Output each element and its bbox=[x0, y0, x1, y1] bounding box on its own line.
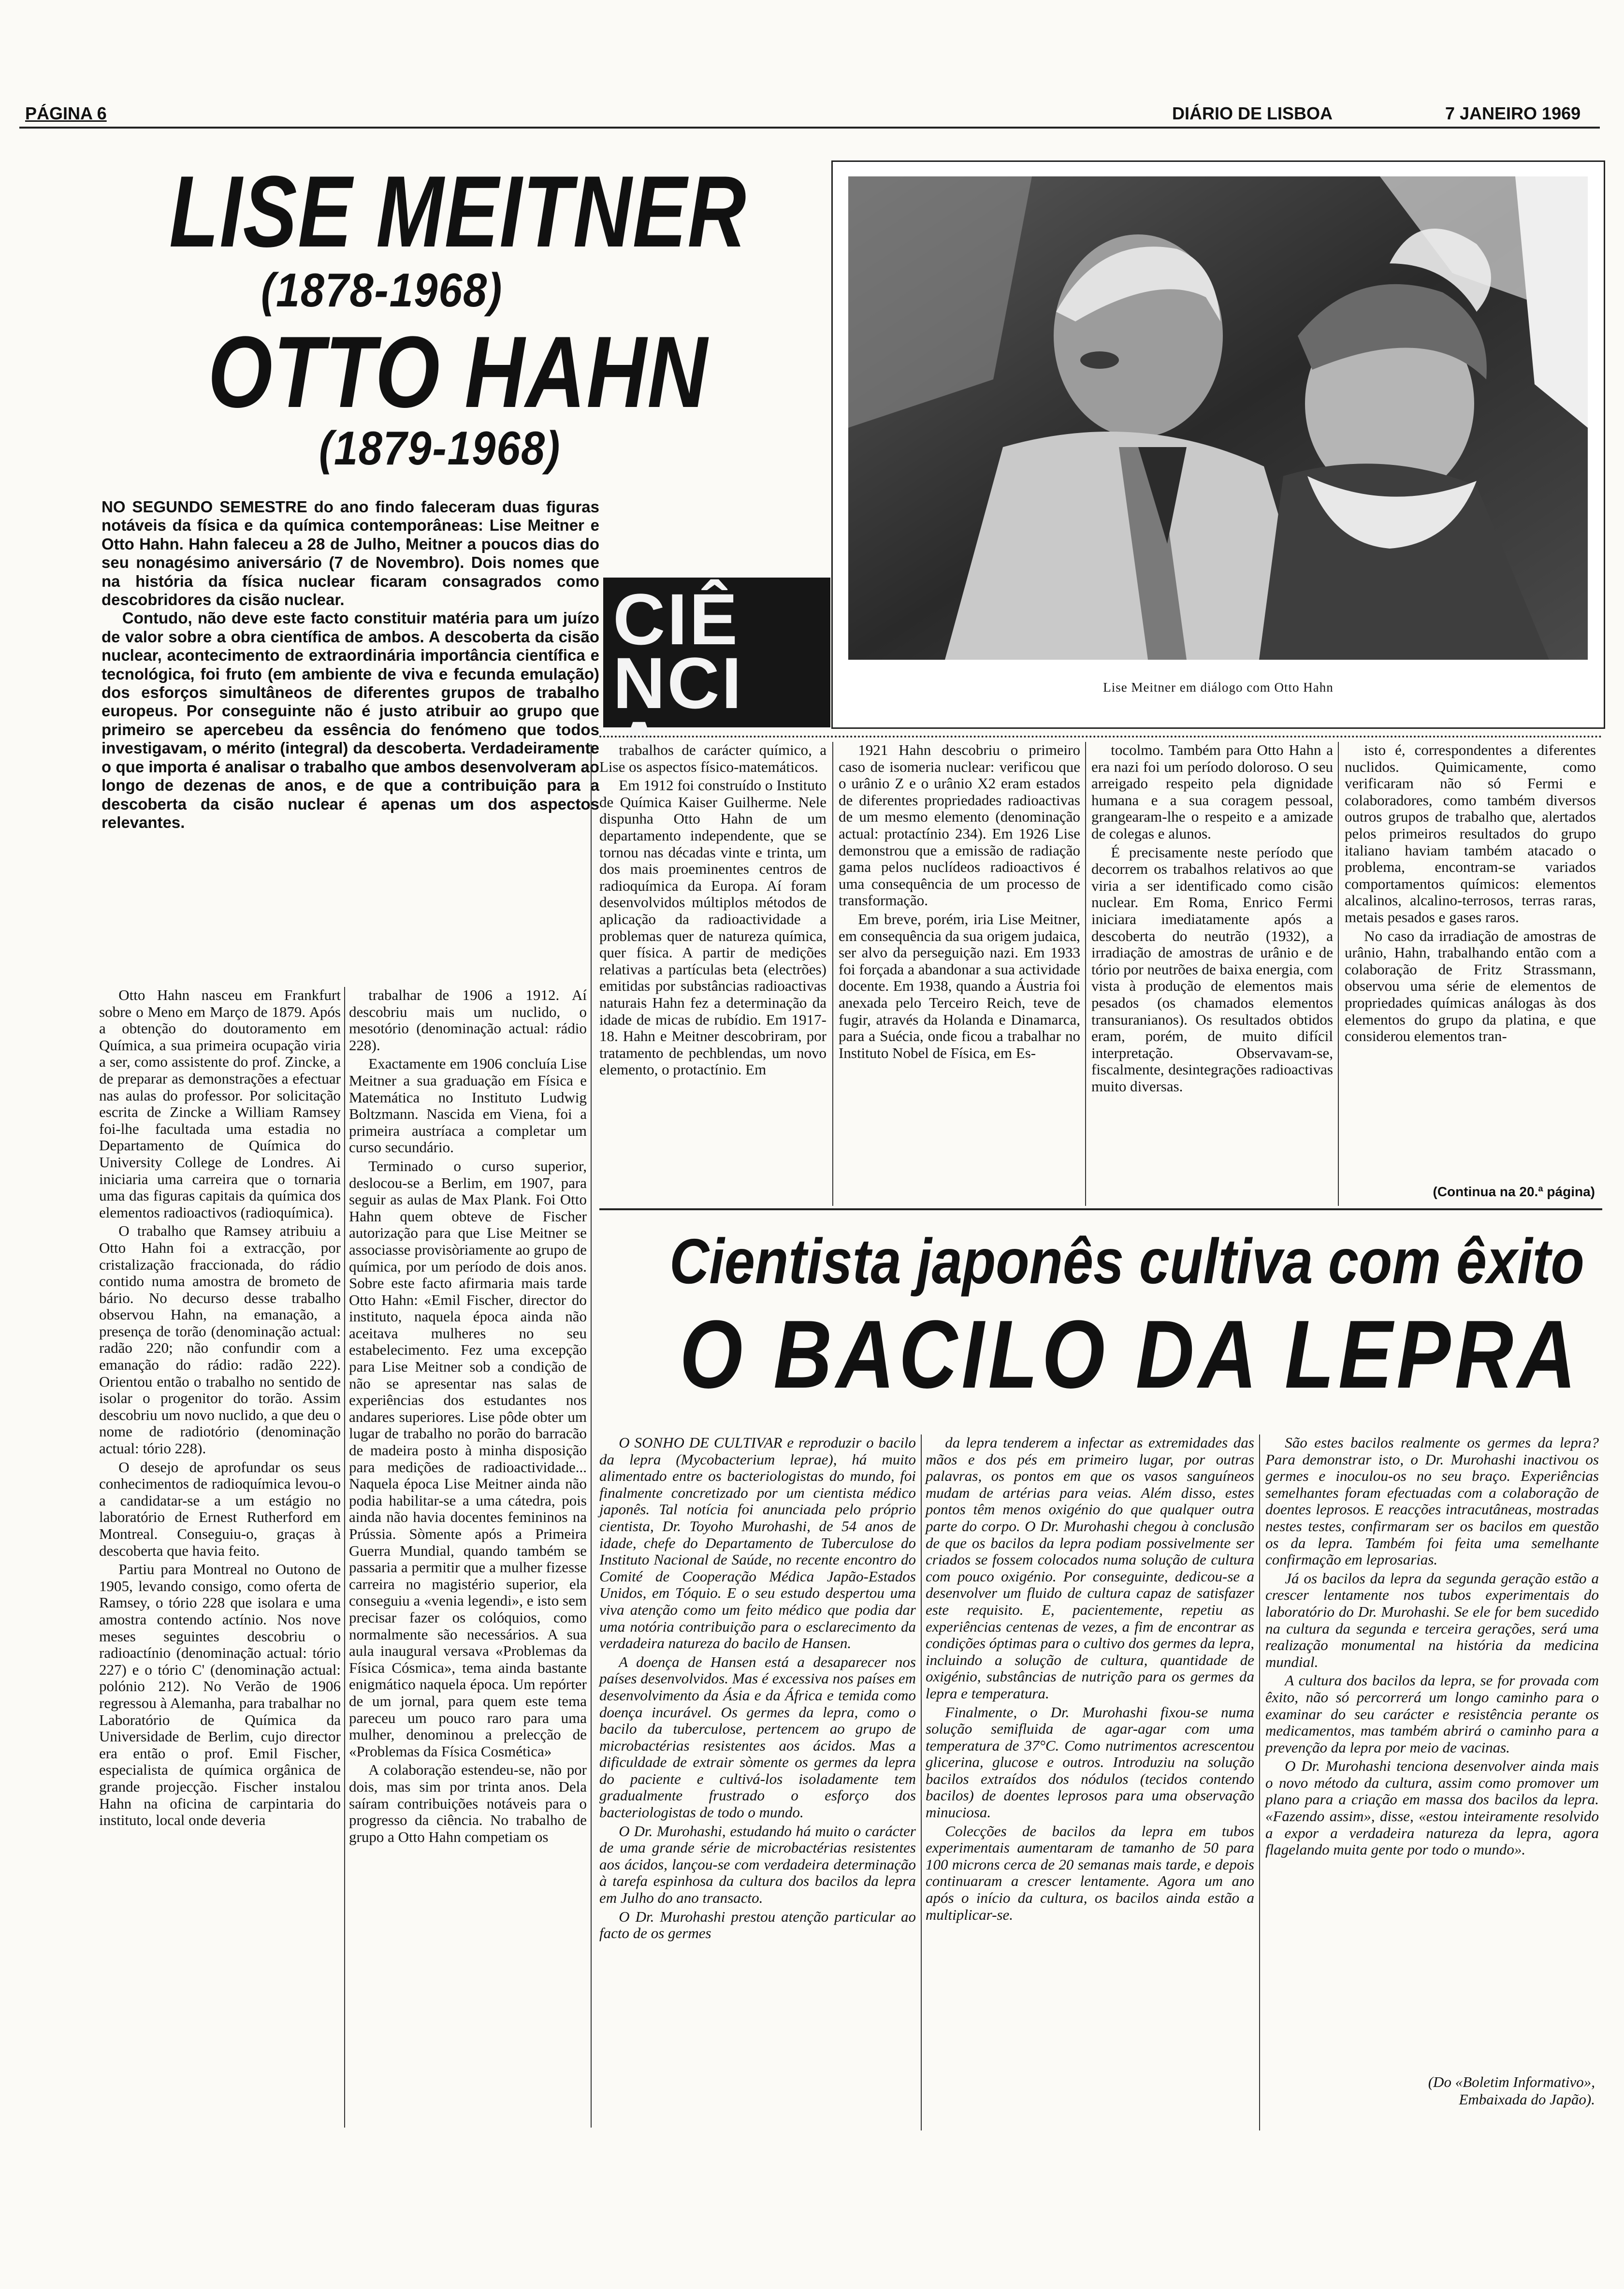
paragraph: trabalhos de carácter químico, a Lise os aspectos físico-matemáticos. bbox=[599, 741, 826, 775]
paragraph: A colaboração estendeu-se, não por dois, mas sim por trinta anos. Dela saíram contribuições notáveis para o progresso da ciência. No trabalho de grupo a Otto Hahn competiam os bbox=[349, 1761, 587, 1845]
article-meitner-hahn-column-4 bbox=[839, 742, 1080, 1206]
column-rule bbox=[344, 987, 345, 2128]
paragraph: Colecções de bacilos da lepra em tubos experimentais aumentaram de tamanho de 50 para 100 microns cerca de 20 semanas mais tarde, e depois continuaram a crescer lentamente. Agora um ano após o início da cultura, os bacilos ainda estão a multiplicar-se. bbox=[926, 1822, 1254, 1923]
paragraph: Terminado o curso superior, deslocou-se a Berlim, em 1907, para seguir as aulas de Max Plank. Foi Otto Hahn quem obteve de Fischer autorização para que Lise Meitner se associasse provisòriamente ao grupo de química, por um período de dois anos. Sobre este facto afirmaria mais tarde Otto Hahn: «Emil Fischer, director do instituto, naquela época ainda não aceitava mulheres no seu estabelecimento. Fez uma excepção para Lise Meitner sob a condição de não se apresentar nas salas de experiências dos estudantes nos andares superiores. Lise pôde obter um lugar de trabalho no porão do barracão de madeira posto à minha disposição para medições de radioactividade... Naquela época Lise Meitner ainda não podia habilitar-se a uma cátedra, pois ainda não havia docentes femininos na Prússia. Sòmente após a Primeira Guerra Mundial, quando também se passaria a permitir que a mulher fizesse carreira no magistério superior, ela conseguiu a «venia legendi», e isto sem precisar fazer os colóquios, como normalmente são necessários. A sua aula inaugural versava «Problemas da Física Cósmica», tema ainda bastante enigmático naquela época. Um repórter de um jornal, para quem este tema pareceu um pouco raro para uma mulher, denominou a prelecção de «Problemas da Física Cosmética» bbox=[349, 1157, 587, 1760]
article-meitner-hahn-column-1 bbox=[99, 987, 341, 2128]
newspaper-name: DIÁRIO DE LISBOA bbox=[1172, 103, 1333, 123]
paragraph: Em breve, porém, iria Lise Meitner, em consequência da sua origem judaica, ser alvo da perseguição nazi. Em 1933 foi forçada a abandonar a sua actividade docente. Em 1938, quando a Áustria foi anexada pelo Terceiro Reich, teve de fugir, através da Holanda e Dinamarca, para a Suécia, onde ficou a trabalhar no Instituto Nobel de Física, em Es- bbox=[839, 910, 1080, 1061]
photo-frame bbox=[831, 160, 1605, 729]
paragraph: isto é, correspondentes a diferentes nuclidos. Quimicamente, como verificaram não só Fermi e colaboradores, como também diversos outros grupos de trabalho que, alertados pelos primeiros resultados do grupo italiano haviam também atacado o problema, encontram-se variados comportamentos químicos: elementos alcalinos, alcalino-terrosos, terras raras, metais pesados e gases raros. bbox=[1345, 741, 1596, 926]
photo-caption: Lise Meitner em diálogo com Otto Hahn bbox=[1103, 680, 1334, 695]
headline-cientista-japones: Cientista japonês cultiva com êxito bbox=[669, 1226, 1584, 1297]
paragraph: Em 1912 foi construído o Instituto de Química Kaiser Guilherme. Nele dispunha Otto Hahn de um departamento independente, que se tornou nas décadas vinte e trinta, um dos mais proeminentes centros de radioquímica da Europa. Aí foram desenvolvidos múltiplos métodos de aplicação da radioactividade a problemas quer de natureza química, quer física. A partir de medições relativas a partículas beta (electrões) emitidas por substâncias radioactivas naturais Hahn fez a determinação da idade de micas de rubídio. Em 1917-18. Hahn e Meitner descobriram, por tratamento de pechblendas, um novo elemento, o protactínio. Em bbox=[599, 777, 826, 1078]
masthead-rule bbox=[19, 127, 1600, 129]
paragraph: A cultura dos bacilos da lepra, se for provada com êxito, não só percorrerá um longo caminho para o examinar do seu carácter e resistência perante os medicamentos, mas também abrirá o caminho para a prevenção da lepra por meio de vacinas. bbox=[1265, 1672, 1599, 1756]
paragraph: O Dr. Murohashi tenciona desenvolver ainda mais o novo método da cultura, assim como promover um plano para a criação em massa dos bacilos da lepra. «Fazendo assim», disse, «estou inteiramente resolvido a expor a verdadeira natureza da lepra, agora flagelando muita gente por todo o mundo». bbox=[1265, 1757, 1599, 1858]
paragraph: 1921 Hahn descobriu o primeiro caso de isomeria nuclear: verificou que o urânio Z e o urânio X2 eram estados de diferentes propriedades radioactivas de um mesmo elemento (denominação actual: protactínio 234). Em 1926 Lise demonstrou que a emissão de radiação gama pelos nuclídeos radioactivos é uma consequência de um processo de transformação. bbox=[839, 741, 1080, 909]
paragraph: Otto Hahn nasceu em Frankfurt sobre o Meno em Março de 1879. Após a obtenção do doutoramento em Química, a sua primeira ocupação viria a ser, como assistente do prof. Zincke, a de preparar as demonstrações a efectuar nas aulas do professor. Por solicitação escrita de Zincke a William Ramsey foi-lhe facultada uma estadia no Departamento de Química do University College de Londres. Ai iniciaria uma carreira que o tornaria uma das figuras capitais da química dos elementos radioactivos (radioquímica). bbox=[99, 986, 341, 1221]
source-credit: (Do «Boletim Informativo», Embaixada do Japão). bbox=[1428, 2073, 1595, 2108]
paragraph: O trabalho que Ramsey atribuiu a Otto Hahn foi a extracção, por cristalização fraccionada, do rádio contido numa amostra de brometo de bário. No decurso desse trabalho observou Hahn, na emanação, a presença de torão (denominação actual: radão 220; não confundir com a emanação do rádio: radão 222). Orientou então o trabalho no sentido de isolar o progenitor do torão. Assim descobriu um novo nuclido, a que deu o nome de radiotório (denominação actual: tório 228). bbox=[99, 1222, 341, 1457]
article-lepra-column-1 bbox=[599, 1434, 916, 2130]
page-number: PÁGINA 6 bbox=[25, 103, 107, 123]
paragraph: A doença de Hansen está a desaparecer nos países desenvolvidos. Mas é excessiva nos países em desenvolvimento da Ásia e da África e temida como doença incurável. Os germes da lepra, como o bacilo da tuberculose, pertencem ao grupo de microbactérias resistentes aos ácidos. Mas a dificuldade de extrair sòmente os germes da lepra do paciente e cultivá-los isoladamente tem gradualmente frustrado o esforço dos bacteriologistas de todo o mundo. bbox=[599, 1653, 916, 1821]
paragraph: O SONHO DE CULTIVAR e reproduzir o bacilo da lepra (Mycobacterium leprae), há muito alimentado entre os bacteriologistas do mundo, foi finalmente concretizado por um cientista médico japonês. Tal notícia foi anunciada pelo próprio cientista, Dr. Toyoho Murohashi, de 54 anos de idade, chefe do Departamento de Tuberculose do Instituto Nacional de Saúde, no recente encontro do Comité de Cooperação Médica Japão-Estados Unidos, em Tóquio. E o seu estudo despertou uma viva atenção como um feito médico que podia dar uma notória contribuição para o esclarecimento da verdadeira natureza do bacilo de Hansen. bbox=[599, 1434, 916, 1652]
column-rule bbox=[832, 742, 833, 1206]
column-rule bbox=[1259, 1434, 1260, 2130]
lead-paragraph-2: Contudo, não deve este facto constituir matéria para um juízo de valor sobre a obra científica de ambos. A descoberta da cisão nuclear, acontecimento de extraordinária importância científica e tecnológica, foi fruto (em ambiente de viva e fecunda emulação) dos esforços simultâneos de diferentes grupos de trabalho europeus. Por conseguinte não é justo atribuir ao grupo que primeiro se apercebeu da essência do fenómeno que todos investigavam, o mérito (integral) da descoberta. Verdadeiramente o que importa é analisar o trabalho que ambos desenvolveram ao longo de dezenas de anos, e de que a contribuição para a descoberta da cisão nuclear é apenas um dos aspectos relevantes. bbox=[102, 609, 599, 831]
continuation-note: (Continua na 20.ª página) bbox=[1433, 1184, 1595, 1199]
rule-under-photo bbox=[599, 736, 1602, 738]
article-meitner-hahn-column-6 bbox=[1345, 742, 1596, 1179]
paragraph: São estes bacilos realmente os germes da lepra? Para demonstrar isto, o Dr. Murohashi inactivou os germes e inoculou-os no seu braço. Experiências semelhantes foram efectuadas com a colaboração de doentes leprosos. E reacções intracutâneas, mostradas nestes testes, confirmaram ser os bacilos em questão os da lepra. Também foi feita uma semelhante confirmação em leprosarias. bbox=[1265, 1434, 1599, 1568]
article-meitner-hahn-column-5 bbox=[1091, 742, 1333, 1206]
headline-bacilo-da-lepra: O BACILO DA LEPRA bbox=[680, 1301, 1580, 1408]
paragraph: O Dr. Murohashi prestou atenção particular ao facto de os germes bbox=[599, 1908, 916, 1942]
article-lepra-column-3 bbox=[1265, 1434, 1599, 2058]
issue-date: 7 JANEIRO 1969 bbox=[1445, 103, 1581, 123]
section-badge-label: CIÊNCIA bbox=[613, 579, 744, 787]
article-separator bbox=[599, 1208, 1602, 1210]
column-rule bbox=[1338, 742, 1339, 1206]
column-rule bbox=[1085, 742, 1086, 1206]
article-lepra-column-2 bbox=[926, 1434, 1254, 2130]
paragraph: Exactamente em 1906 concluía Lise Meitner a sua graduação em Física e Matemática no Instituto Ludwig Boltzmann. Nascida em Viena, foi a primeira austríaca a completar um curso secundário. bbox=[349, 1055, 587, 1156]
title-otto-hahn: OTTO HAHN bbox=[208, 315, 709, 429]
paragraph: No caso da irradiação de amostras de urânio, Hahn, trabalhando então com a colaboração de Fritz Strassmann, observou uma série de elementos de propriedades químicas análogas às dos elementos do grupo da platina, e que considerou elementos tran- bbox=[1345, 927, 1596, 1045]
column-rule bbox=[591, 744, 592, 2128]
paragraph: O desejo de aprofundar os seus conhecimentos de radioquímica levou-o a candidatar-se a um estágio no laboratório de Ernest Rutherford em Montreal. Conseguiu-o, graças à descoberta que havia feito. bbox=[99, 1458, 341, 1559]
lead-paragraph bbox=[102, 498, 599, 962]
article-meitner-hahn-column-2 bbox=[349, 987, 587, 2128]
title-lise-meitner: LISE MEITNER bbox=[169, 155, 747, 268]
paragraph: É precisamente neste período que decorrem os trabalhos relativos ao que viria a ser identificado como cisão nuclear. Em Roma, Enrico Fermi iniciara imediatamente após a descoberta do neutrão (1932), a irradiação de amostras de urânio e de tório por neutrões de baixa energia, com vista à produção de elementos mais pesados (os chamados elementos transuranianos). Os resultados obtidos eram, porém, de muito difícil interpretação. Observavam-se, fiscalmente, desintegrações radioactivas muito diversas. bbox=[1091, 843, 1333, 1095]
dates-lise-meitner: (1878-1968) bbox=[261, 263, 503, 317]
article-meitner-hahn-column-3 bbox=[599, 742, 826, 1206]
dates-otto-hahn: (1879-1968) bbox=[319, 421, 561, 475]
paragraph: trabalhar de 1906 a 1912. Aí descobriu mais um nuclido, o mesotório (denominação actual: rádio 228). bbox=[349, 986, 587, 1054]
paragraph: tocolmo. Também para Otto Hahn a era nazi foi um período doloroso. O seu arreigado respeito pela dignidade humana e a sua coragem pessoal, grangearam-lhe o respeito e a amizade de colegas e alunos. bbox=[1091, 741, 1333, 842]
lead-paragraph-1: NO SEGUNDO SEMESTRE do ano findo faleceram duas figuras notáveis da física e da química contemporâneas: Lise Meitner e Otto Hahn. Hahn faleceu a 28 de Julho, Meitner a poucos dias do seu nonagésimo aniversário (7 de Novembro). Dois nomes que na história da física nuclear ficaram consagrados como descobridores da cisão nuclear. bbox=[102, 498, 599, 609]
photo-meitner-hahn bbox=[848, 176, 1588, 660]
paragraph: O Dr. Murohashi, estudando há muito o carácter de uma grande série de microbactérias resistentes aos ácidos, lançou-se com verdadeira determinação à tarefa espinhosa da cultura dos bacilos da lepra em Julho do ano transacto. bbox=[599, 1822, 916, 1907]
paragraph: Partiu para Montreal no Outono de 1905, levando consigo, como oferta de Ramsey, o tório 228 que isolara e uma amostra contendo actínio. Nos nove meses seguintes descobriu o radioactínio (denominação actual: tório 227) e o tório C' (denominação actual: polónio 212). No Verão de 1906 regressou à Alemanha, para trabalhar no Laboratório de Química da Universidade de Berlim, cujo director era então o prof. Emil Fischer, especialista de química orgânica de grande projecção. Fischer instalou Hahn na oficina de carpintaria do instituto, local onde deveria bbox=[99, 1561, 341, 1829]
paragraph: da lepra tenderem a infectar as extremidades das mãos e dos pés em primeiro lugar, por outras palavras, os pontos em que os vasos sanguíneos mudam de artérias para veias. Além disso, estes pontos têm menos oxigénio do que qualquer outra parte do corpo. O Dr. Murohashi chegou à conclusão de que os bacilos da lepra podiam possivelmente ser criados se fossem colocados numa solução de cultura com pouco oxigénio. Por conseguinte, dedicou-se a desenvolver um fluido de cultura capaz de satisfazer este requisito. E, pacientemente, repetiu as experiências centenas de vezes, a fim de encontrar as condições óptimas para o cultivo dos germes da lepra, incluindo a solução de cultura, quantidade de oxigénio, substâncias de nutrição para os germes da lepra e temperatura. bbox=[926, 1434, 1254, 1702]
paragraph: Finalmente, o Dr. Murohashi fixou-se numa solução semifluida de agar-agar com uma temperatura de 37°C. Como nutrimentos acrescentou glicerina, glucose e outros. Introduziu na solução bacilos extraídos dos nódulos (tecidos contendo bacilos) de doentes leprosos para uma observação minuciosa. bbox=[926, 1703, 1254, 1821]
paragraph: Já os bacilos da lepra da segunda geração estão a crescer lentamente nos tubos experimentais do laboratório do Dr. Murohashi. Se ele for bem sucedido na cultura da segunda e terceira gerações, será uma realização monumental na história da medicina mundial. bbox=[1265, 1569, 1599, 1670]
column-rule bbox=[921, 1434, 922, 2130]
